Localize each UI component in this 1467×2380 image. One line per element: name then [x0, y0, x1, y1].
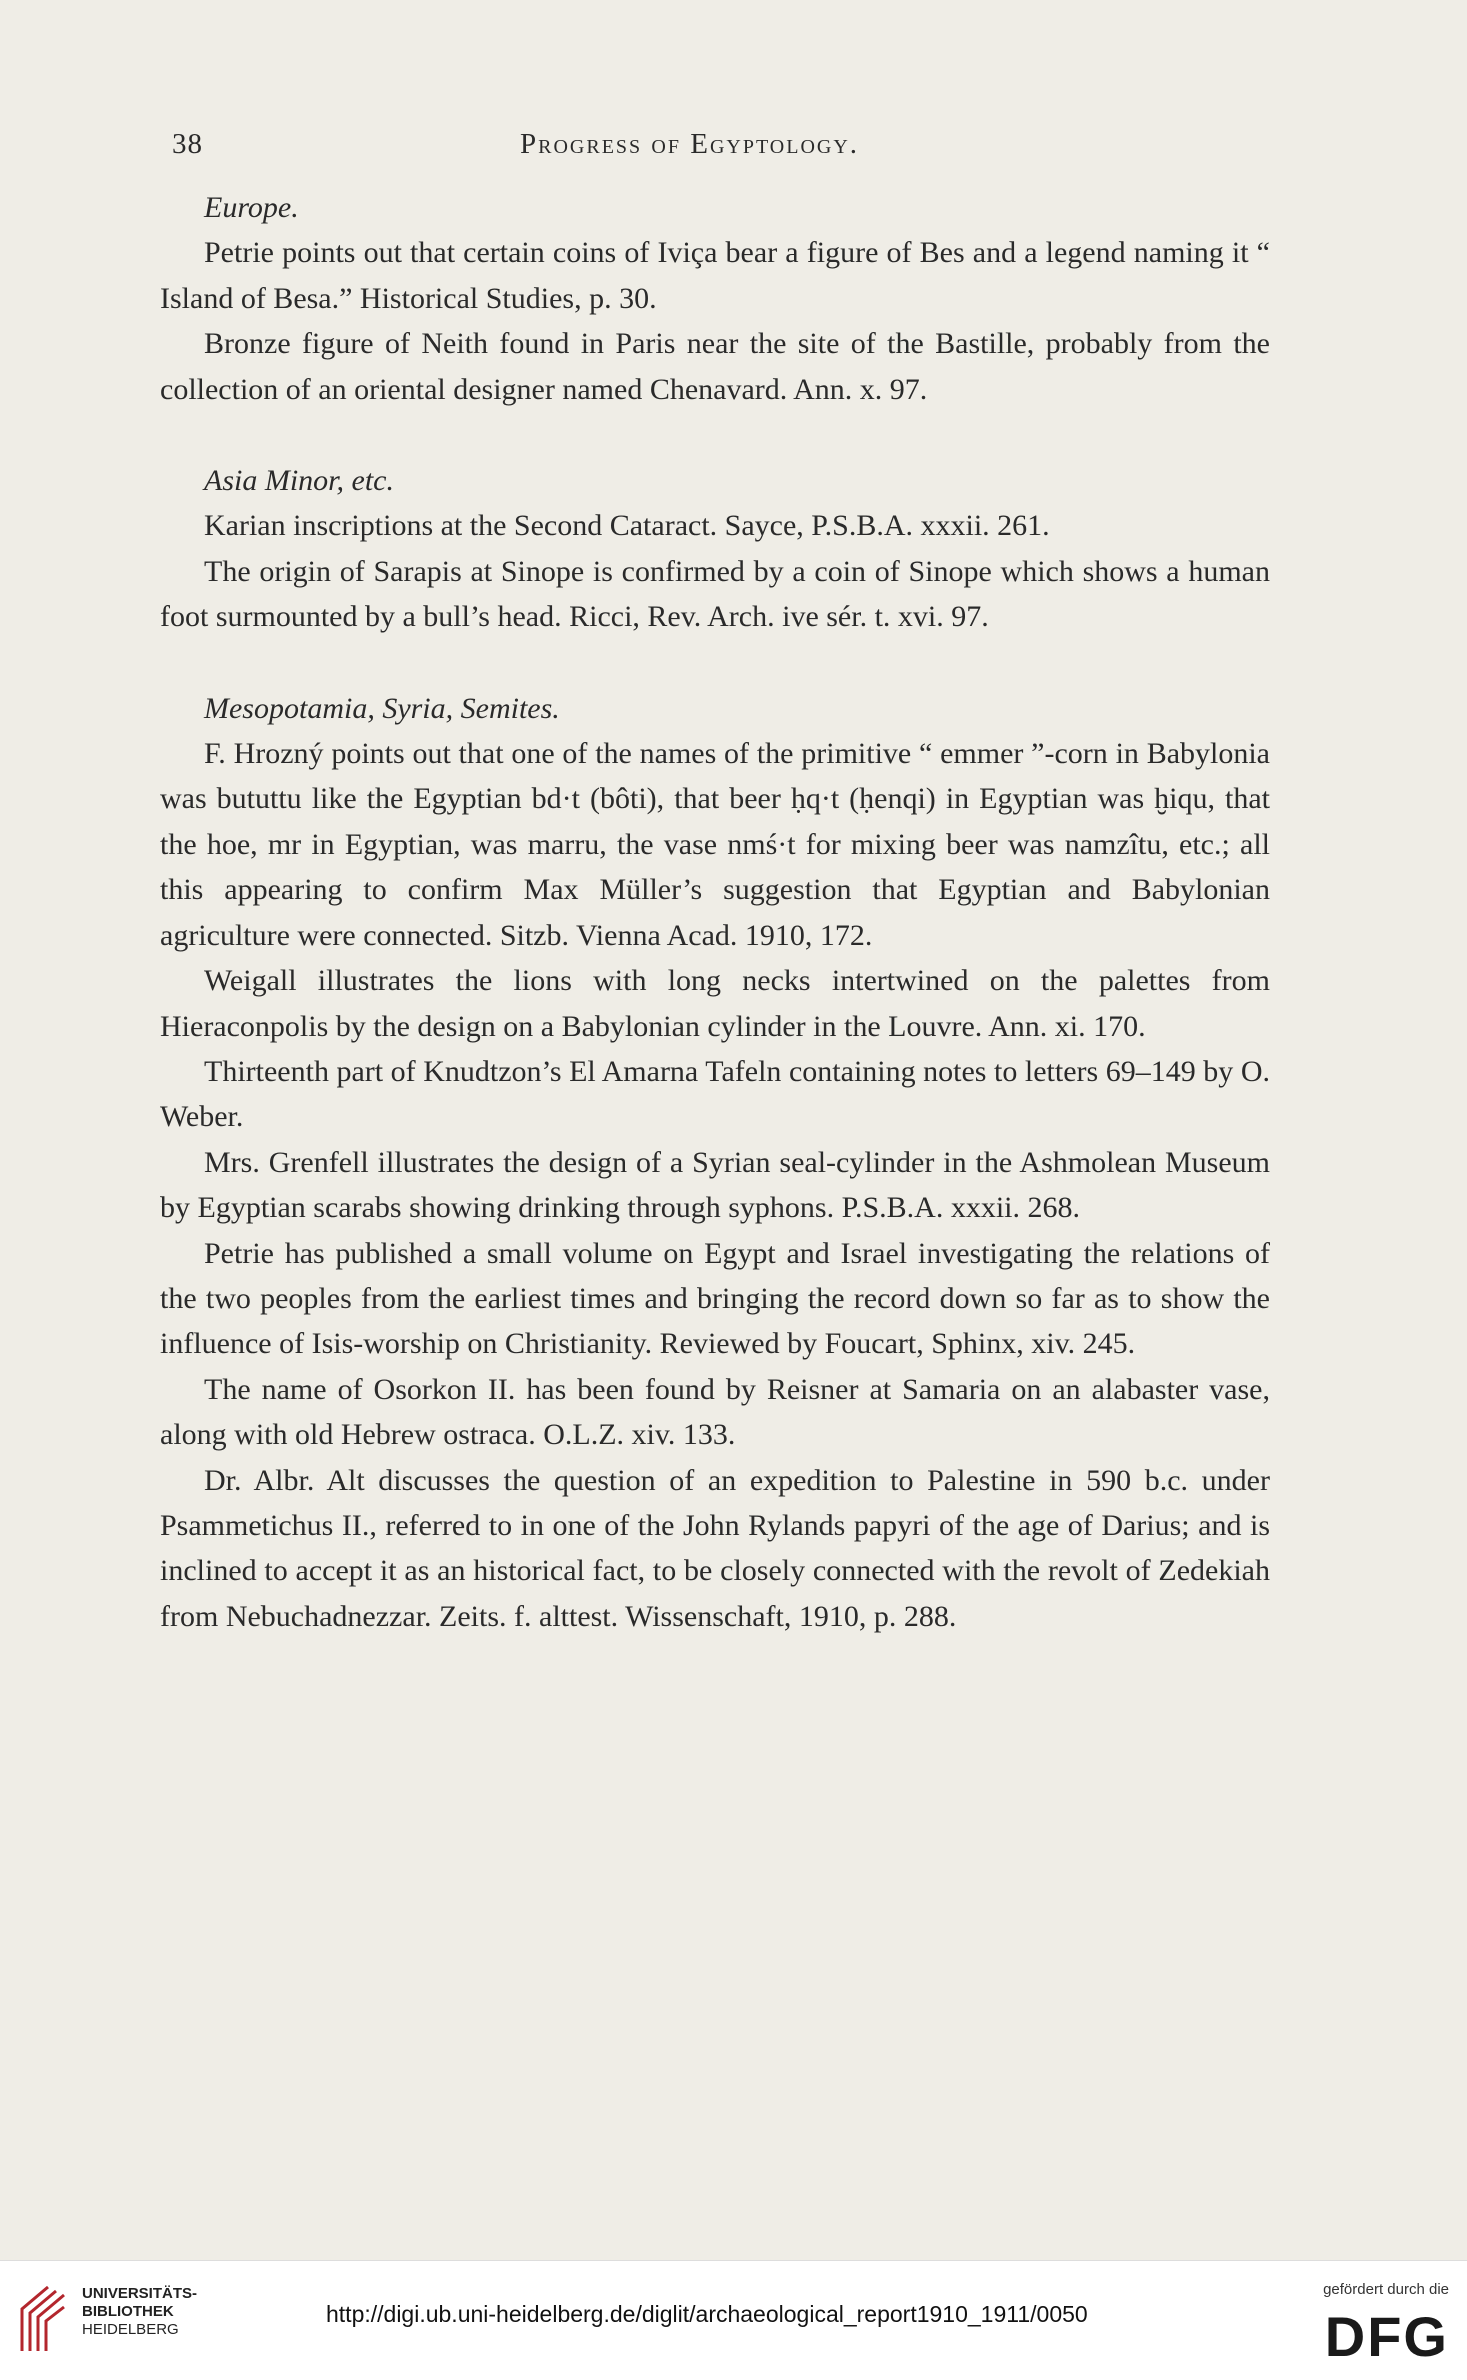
- paragraph: Bronze figure of Neith found in Paris near the site of the Bastille, probably from the collection of an oriental designer named Chenavard. Ann. x. 97.: [160, 327, 1270, 406]
- library-name-line: BIBLIOTHEK: [82, 2303, 174, 2320]
- dfg-logo: DFG: [1324, 2305, 1449, 2368]
- library-name: [82, 2285, 197, 2339]
- paragraph: Petrie points out that certain coins of Iviça bear a figure of Bes and a legend naming it “ Island of Besa.” Historical Studies, p. 30.: [160, 236, 1270, 315]
- page-header: [172, 128, 1270, 168]
- permalink-url[interactable]: http://digi.ub.uni-heidelberg.de/diglit/archaeological_report1910_1911/0050: [326, 2301, 1088, 2327]
- section-heading-asia-minor: Asia Minor, etc.: [204, 464, 394, 498]
- funder-note: gefördert durch die: [1323, 2281, 1449, 2298]
- body-text: [160, 185, 1270, 1639]
- paragraph: The origin of Sarapis at Sinope is confirmed by a coin of Sinope which shows a human foot surmounted by a bull’s head. Ricci, Rev. Arch. ive sér. t. xvi. 97.: [160, 554, 1270, 634]
- paragraph: Weigall illustrates the lions with long necks intertwined on the palettes from Hieraconpolis by the design on a Babylonian cylinder in the Louvre. Ann. xi. 170.: [160, 964, 1270, 1043]
- paragraph: The name of Osorkon II. has been found by Reisner at Samaria on an alabaster vase, along with old Hebrew ostraca. O.L.Z. xiv. 133.: [160, 1372, 1270, 1452]
- library-name-line: HEIDELBERG: [82, 2321, 179, 2338]
- paragraph: Thirteenth part of Knudtzon’s El Amarna Tafeln containing notes to letters 69–149 by O. Weber.: [160, 1054, 1270, 1134]
- section-heading-europe: Europe.: [204, 191, 299, 224]
- running-title: Progress of Egyptology.: [520, 128, 860, 160]
- section-heading-mesopotamia: Mesopotamia, Syria, Semites.: [204, 691, 560, 725]
- footer-bar: [0, 2260, 1467, 2380]
- paragraph: Mrs. Grenfell illustrates the design of a Syrian seal-cylinder in the Ashmolean Museum by Egyptian scarabs showing drinking through syphons. P.S.B.A. xxxii. 268.: [160, 1145, 1270, 1225]
- paragraph: Petrie has published a small volume on Egypt and Israel investigating the relations of the two peoples from the earliest times and bringing the record down so far as to show the influence of Isis-worship on Christianity. Reviewed by Foucart, Sphinx, xiv. 245.: [160, 1236, 1270, 1361]
- paragraph: Karian inscriptions at the Second Cataract. Sayce, P.S.B.A. xxxii. 261.: [204, 509, 1050, 543]
- paragraph: Dr. Albr. Alt discusses the question of an expedition to Palestine in 590 b.c. under Psammetichus II., referred to in one of the John Rylands papyri of the age of Darius; and is inclined to accept it as an historical fact, to be closely connected with the revolt of Zedekiah from Nebuchadnezzar. Zeits. f. alttest. Wissenschaft, 1910, p. 288.: [160, 1463, 1270, 1633]
- page-number: 38: [172, 128, 203, 160]
- library-name-line: UNIVERSITÄTS-: [82, 2285, 198, 2302]
- library-logo-icon: [14, 2281, 70, 2357]
- paragraph: F. Hrozný points out that one of the names of the primitive “ emmer ”-corn in Babylonia was bututtu like the Egyptian bd·t (bôti), that beer ḥq·t (ḥenqi) in Egyptian was ḫiqu, that the hoe, mr in Egyptian, was marru, the vase nmś·t for mixing beer was namzîtu, etc.; all this appearing to confirm Max Müller’s suggestion that Egyptian and Babylonian agriculture were connected. Sitzb. Vienna Acad. 1910, 172.: [160, 737, 1270, 952]
